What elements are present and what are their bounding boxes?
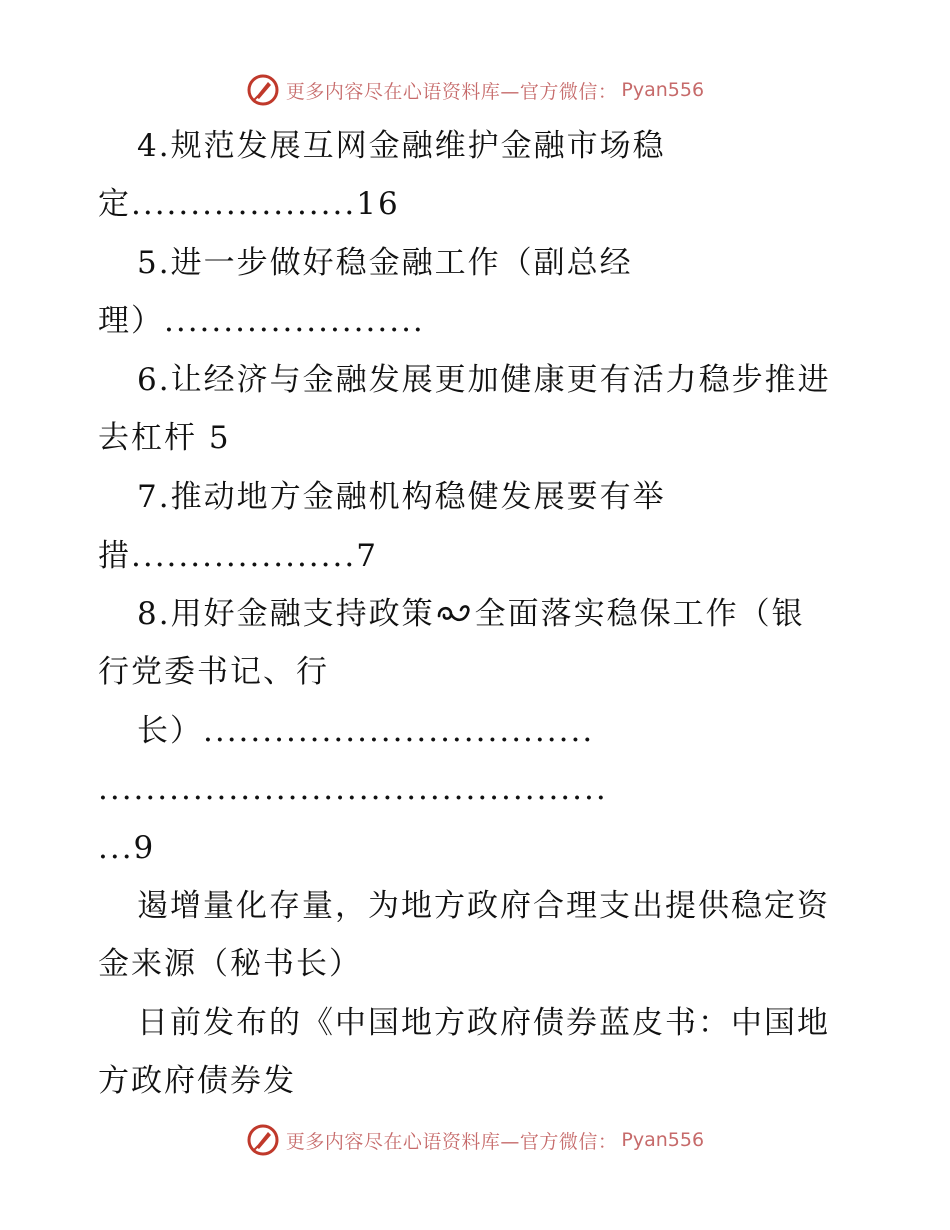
toc-entry-8-line-5: ...9: [98, 830, 156, 866]
toc-entry-8-line-1: [137, 594, 805, 634]
paragraph-1-line-1: 遏增量化存量，为地方政府合理支出提供稳定资: [137, 888, 830, 924]
toc-entry-8-line-3: 长）.................................: [137, 713, 595, 749]
toc-entry-4-line-2: 定...................16: [98, 186, 400, 222]
watermark-wechat-id: Pyan556: [621, 79, 705, 101]
watermark-text: 更多内容尽在心语资料库—官方微信：: [285, 80, 618, 103]
quill-pen-icon: [246, 73, 280, 107]
toc-entry-5-line-2: 理）......................: [98, 303, 425, 339]
paragraph-2-line-2: 方政府债券发: [98, 1063, 296, 1099]
toc-entry-8-text-b: 全面落实稳保工作（银: [474, 596, 805, 632]
toc-entry-6-line-2: 去杠杆 5: [98, 420, 231, 456]
paragraph-2-line-1: 日前发布的《中国地方政府债券蓝皮书：中国地: [137, 1005, 830, 1041]
paragraph-1-line-2: 金来源（秘书长）: [98, 946, 362, 982]
swirl-ornament-icon: [435, 600, 475, 626]
toc-entry-8-text-a: 8.用好金融支持政策: [137, 596, 435, 632]
toc-entry-8-line-4: ...........................................: [98, 771, 608, 807]
header-watermark: [0, 70, 950, 110]
toc-entry-6-line-1: 6.让经济与金融发展更加健康更有活力稳步推进: [137, 362, 831, 398]
footer-watermark: [0, 1120, 950, 1160]
quill-pen-icon: [246, 1123, 280, 1157]
watermark-text: 更多内容尽在心语资料库—官方微信：: [285, 1130, 618, 1153]
toc-entry-7-line-2: 措...................7: [98, 538, 378, 574]
toc-entry-8-line-2: 行党委书记、行: [98, 654, 329, 690]
toc-entry-7-line-1: 7.推动地方金融机构稳健发展要有举: [137, 479, 666, 515]
toc-entry-5-line-1: 5.进一步做好稳金融工作（副总经: [137, 245, 633, 281]
toc-entry-4-line-1: 4.规范发展互网金融维护金融市场稳: [137, 128, 666, 164]
watermark-wechat-id: Pyan556: [621, 1129, 705, 1151]
